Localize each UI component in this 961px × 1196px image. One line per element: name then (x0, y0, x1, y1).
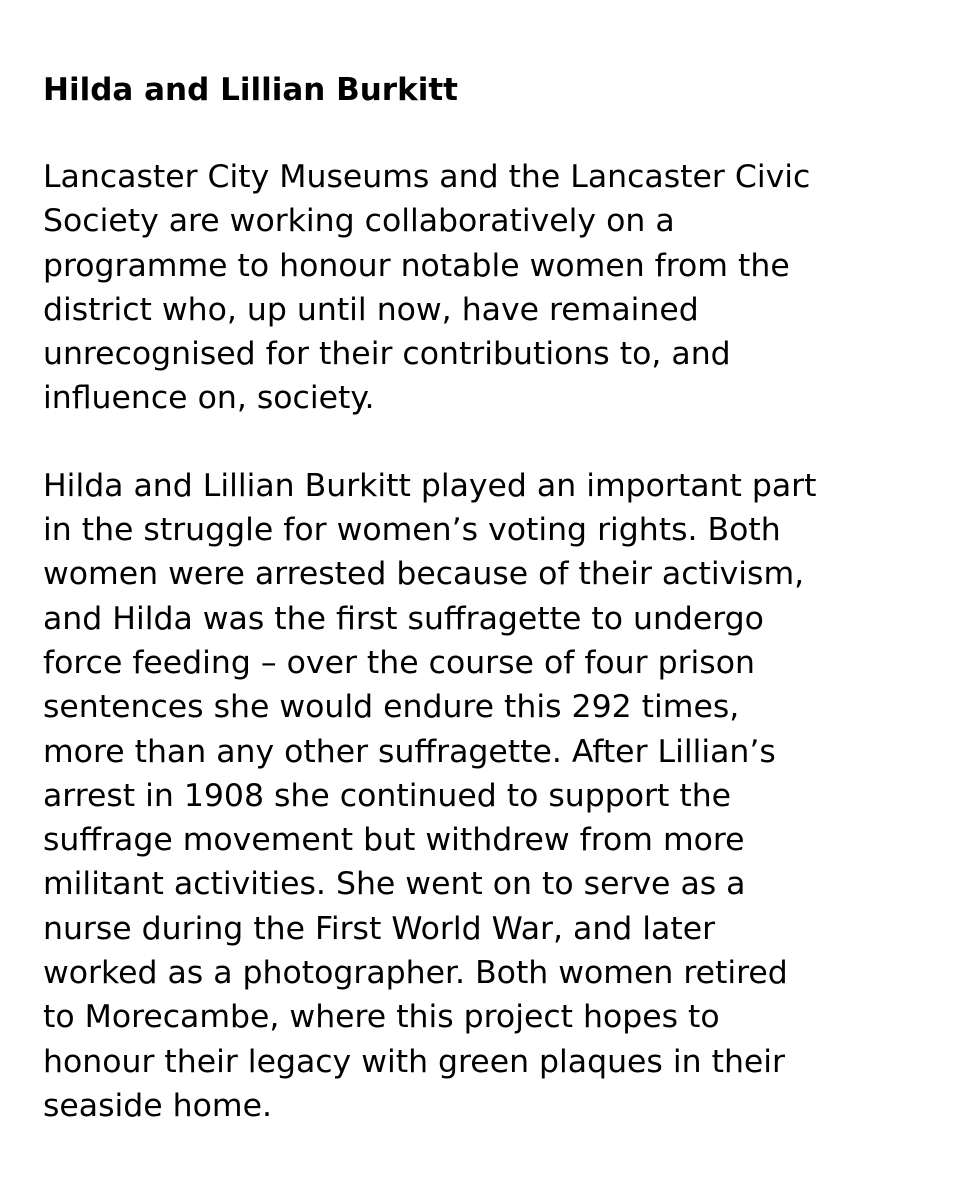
document-title: Hilda and Lillian Burkitt (43, 72, 458, 108)
intro-paragraph: Lancaster City Museums and the Lancaster Civic Society are working collaboratively on a programme to honour notable women from the district who, up until now, have remained unrecognised for their contributions to, and influence on, society. (43, 159, 811, 417)
biography-paragraph: Hilda and Lillian Burkitt played an important part in the struggle for women’s voting rights. Both women were arrested because of their activism, and Hilda was the first suffragette to undergo force feeding – over the course of four prison sentences she would endure this 292 times, more than any other suffragette. After Lillian’s arrest in 1908 she continued to support the suffrage movement but withdrew from more militant activities. She went on to serve as a nurse during the First World War, and later worked as a photographer. Both women retired to Morecambe, where this project hopes to honour their legacy with green plaques in their seaside home. (43, 467, 817, 1124)
document-body (43, 70, 933, 1128)
